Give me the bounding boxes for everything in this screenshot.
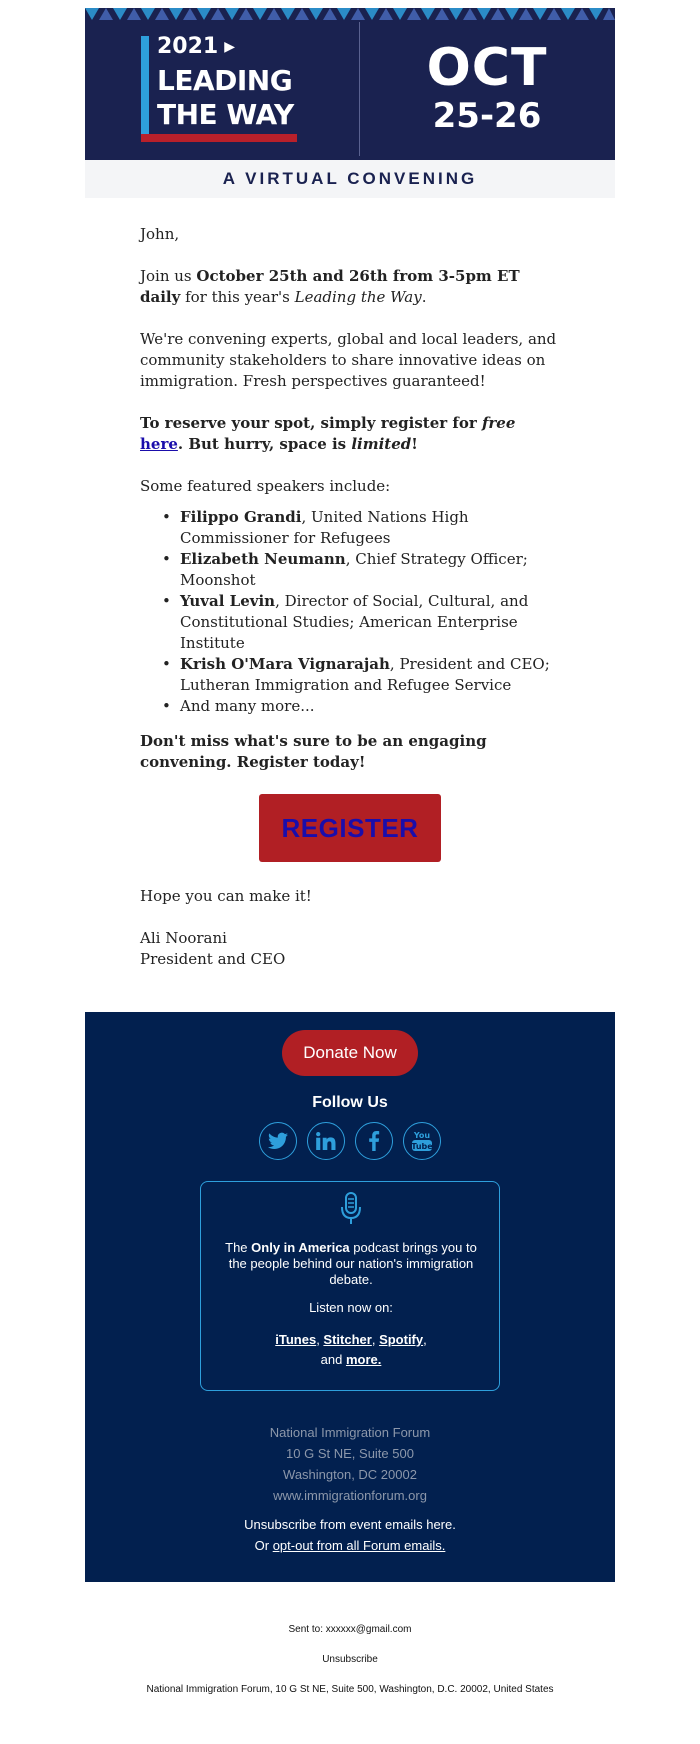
org-city: Washington, DC 20002 [283, 1467, 417, 1482]
event-subtitle: A VIRTUAL CONVENING [85, 160, 615, 198]
unsubscribe-link[interactable]: Unsubscribe [322, 1654, 378, 1665]
twitter-icon[interactable] [259, 1122, 297, 1160]
email-container [85, 8, 615, 991]
org-street: 10 G St NE, Suite 500 [286, 1446, 414, 1461]
event-dates-bold: October 25th and 26th from 3-5pm ET daily [140, 267, 520, 306]
unsubscribe-section [85, 1514, 615, 1556]
and-label: and [320, 1352, 346, 1367]
logo-title-line2: THE WAY [157, 98, 294, 131]
speakers-intro: Some featured speakers include: [140, 477, 391, 495]
convening-paragraph: We're convening experts, global and local leaders, and community stakeholders to share innovative ideas on immigration. Fresh perspectives guaranteed! [140, 330, 557, 390]
svg-text:Tube: Tube [411, 1142, 433, 1151]
signature [140, 928, 560, 970]
reserve-text-2: . But hurry, space is [177, 435, 352, 453]
microphone-icon [339, 1192, 363, 1226]
youtube-icon[interactable] [403, 1122, 441, 1160]
reserve-limited: limited [351, 435, 412, 453]
itunes-link[interactable]: iTunes [275, 1332, 317, 1347]
linkedin-icon[interactable] [307, 1122, 345, 1160]
join-paragraph [140, 266, 560, 308]
reserve-text-3: ! [411, 435, 418, 453]
optout-pre: Or [254, 1538, 273, 1553]
logo-year-text: 2021 [157, 34, 219, 59]
spotify-link[interactable]: Spotify [379, 1332, 424, 1347]
cta-paragraph: Don't miss what's sure to be an engaging convening. Register today! [140, 732, 487, 771]
speakers-list [140, 507, 560, 717]
social-icons [259, 1122, 441, 1160]
reserve-free: free [481, 414, 516, 432]
podcast-description [221, 1240, 481, 1288]
logo-year [157, 34, 235, 59]
podcast-platforms: iTunes, Stitcher, Spotify, and more. [275, 1332, 427, 1367]
event-banner [85, 8, 615, 160]
event-month: OCT [426, 38, 548, 98]
list-item [180, 507, 560, 549]
unsubscribe-event-link[interactable]: Unsubscribe from event emails here. [244, 1517, 456, 1532]
podcast-post: podcast brings you to the people behind our nation's immigration debate. [228, 1240, 477, 1287]
donate-button[interactable]: Donate Now [282, 1030, 418, 1076]
signer-title: President and CEO [140, 950, 286, 968]
signer-name: Ali Noorani [140, 929, 227, 947]
list-item [180, 549, 560, 591]
org-name: National Immigration Forum [269, 1425, 431, 1440]
speaker-more: And many more... [180, 697, 315, 715]
register-button[interactable]: REGISTER [259, 794, 441, 862]
podcast-pre: The [225, 1240, 252, 1255]
speaker-name: Yuval Levin [180, 592, 276, 610]
optout-link[interactable]: opt-out from all Forum emails. [272, 1538, 446, 1553]
sender-address: National Immigration Forum, 10 G St NE, Suite 500, Washington, D.C. 20002, United States [146, 1684, 554, 1695]
podcast-name: Only in America [251, 1240, 350, 1255]
register-wrap [140, 794, 560, 862]
sent-to-text: Sent to: xxxxxx@gmail.com [288, 1624, 412, 1635]
email-footer [85, 1012, 615, 1582]
speaker-name: Elizabeth Neumann [180, 550, 346, 568]
speaker-name: Filippo Grandi [180, 508, 302, 526]
banner-pattern [85, 8, 615, 20]
speaker-role: , United Nations High Commissioner for Refugees [180, 508, 469, 547]
join-prefix: Join us [140, 267, 197, 285]
org-url[interactable]: www.immigrationforum.org [273, 1488, 427, 1503]
podcast-box [200, 1181, 500, 1391]
speaker-name: Krish O'Mara Vignarajah [180, 655, 390, 673]
list-item [180, 591, 560, 654]
speaker-role: , Chief Strategy Officer; Moonshot [180, 550, 528, 589]
stitcher-link[interactable]: Stitcher [323, 1332, 372, 1347]
listen-now-label: Listen now on: [309, 1300, 393, 1315]
speaker-role: , President and CEO; Lutheran Immigration and Refugee Service [180, 655, 550, 694]
greeting: John, [140, 225, 180, 243]
play-icon: ▶ [224, 38, 236, 55]
event-days: 25-26 [432, 96, 542, 136]
join-end: . [421, 288, 427, 306]
register-here-link[interactable]: here [140, 435, 178, 453]
follow-us-label: Follow Us [312, 1094, 388, 1111]
more-link[interactable]: more. [345, 1352, 382, 1367]
email-body [85, 198, 615, 970]
speaker-role: , Director of Social, Cultural, and Constitutional Studies; American Enterprise Institute [180, 592, 529, 652]
closing-line: Hope you can make it! [140, 887, 312, 905]
org-address [85, 1422, 615, 1506]
list-item [180, 696, 560, 717]
svg-text:You: You [413, 1131, 431, 1140]
join-mid: for this year's [180, 288, 295, 306]
logo-title-line1: LEADING [157, 64, 293, 97]
event-name-italic: Leading the Way [294, 288, 422, 306]
logo-vertical-bar [141, 36, 149, 140]
reserve-text-1: To reserve your spot, simply register for [140, 414, 482, 432]
facebook-icon[interactable] [355, 1122, 393, 1160]
optout-line [85, 1535, 615, 1556]
logo-underline-bar [141, 134, 297, 142]
list-item [180, 654, 560, 696]
reserve-paragraph [140, 413, 560, 455]
